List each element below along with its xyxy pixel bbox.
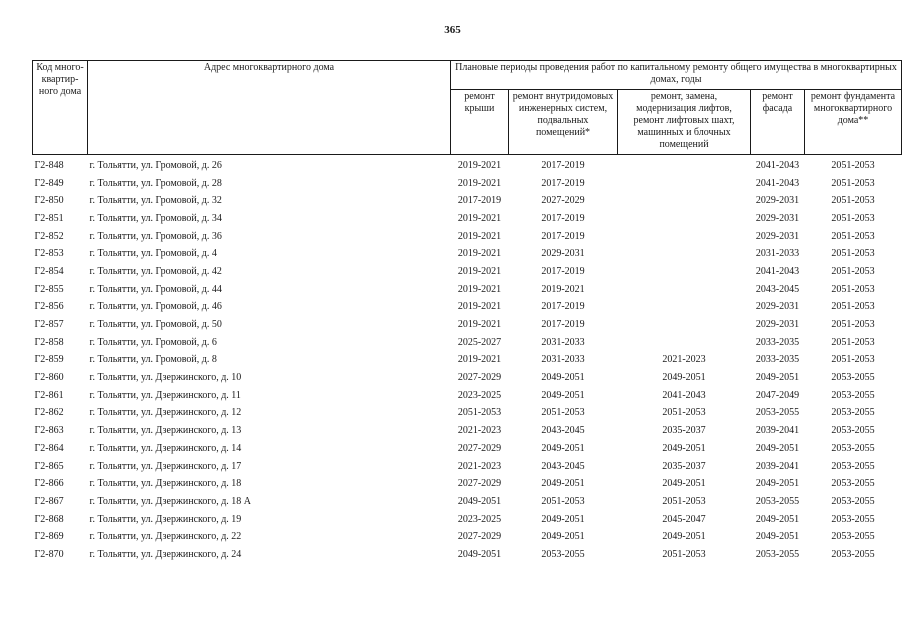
row-engineering: 2017-2019 xyxy=(541,301,585,313)
row-elevators xyxy=(618,263,751,281)
row-code: Г2-863 xyxy=(34,425,64,437)
row-facade: 2053-2055 xyxy=(755,495,800,507)
row-code: Г2-862 xyxy=(34,407,64,419)
row-code: Г2-861 xyxy=(34,389,64,401)
row-foundation: 2051-2053 xyxy=(831,248,875,260)
row-facade: 2033-2035 xyxy=(755,336,800,348)
row-foundation: 2053-2055 xyxy=(831,460,875,472)
row-code: Г2-851 xyxy=(34,212,64,224)
table-row xyxy=(33,228,902,246)
row-facade: 2049-2051 xyxy=(755,478,800,490)
table-row xyxy=(33,352,902,370)
row-engineering: 2017-2019 xyxy=(541,159,585,171)
row-address: г. Тольятти, ул. Дзержинского, д. 18 xyxy=(89,478,242,490)
row-foundation: 2053-2055 xyxy=(831,531,875,543)
row-address: г. Тольятти, ул. Громовой, д. 50 xyxy=(89,319,222,331)
table-row xyxy=(33,458,902,476)
row-roof: 2021-2023 xyxy=(457,425,502,437)
row-roof: 2019-2021 xyxy=(457,301,502,313)
row-engineering: 2049-2051 xyxy=(541,442,585,454)
row-engineering: 2049-2051 xyxy=(541,372,585,384)
row-facade: 2043-2045 xyxy=(755,283,800,295)
row-roof: 2027-2029 xyxy=(457,372,502,384)
table-body xyxy=(33,155,902,564)
row-code: Г2-865 xyxy=(34,460,64,472)
table-row xyxy=(33,422,902,440)
row-elevators: 2049-2051 xyxy=(662,372,706,384)
row-code: Г2-853 xyxy=(34,248,64,260)
row-foundation: 2051-2053 xyxy=(831,265,875,277)
table-row xyxy=(33,245,902,263)
header-periods: Плановые периоды проведения работ по капитальному ремонту общего имущества в многоквартирных домах, годы xyxy=(451,61,902,90)
row-roof: 2027-2029 xyxy=(457,478,502,490)
row-foundation: 2053-2055 xyxy=(831,442,875,454)
row-address: г. Тольятти, ул. Дзержинского, д. 17 xyxy=(89,460,242,472)
row-foundation: 2053-2055 xyxy=(831,372,875,384)
row-elevators xyxy=(618,175,751,193)
row-foundation: 2051-2053 xyxy=(831,177,875,189)
table-row xyxy=(33,369,902,387)
row-elevators xyxy=(618,192,751,210)
row-address: г. Тольятти, ул. Дзержинского, д. 24 xyxy=(89,548,242,560)
page-number: 365 xyxy=(444,24,461,36)
row-engineering: 2031-2033 xyxy=(541,336,585,348)
row-address: г. Тольятти, ул. Дзержинского, д. 19 xyxy=(89,513,242,525)
row-code: Г2-860 xyxy=(34,372,64,384)
row-foundation: 2053-2055 xyxy=(831,425,875,437)
row-elevators xyxy=(618,228,751,246)
row-elevators xyxy=(618,245,751,263)
table-row xyxy=(33,387,902,405)
row-elevators: 2035-2037 xyxy=(662,425,706,437)
row-roof: 2049-2051 xyxy=(457,495,502,507)
row-foundation: 2051-2053 xyxy=(831,195,875,207)
table-row xyxy=(33,493,902,511)
row-elevators xyxy=(618,210,751,228)
row-roof: 2023-2025 xyxy=(457,513,502,525)
row-engineering: 2017-2019 xyxy=(541,230,585,242)
row-facade: 2049-2051 xyxy=(755,513,800,525)
table-row xyxy=(33,263,902,281)
row-engineering: 2049-2051 xyxy=(541,513,585,525)
row-code: Г2-855 xyxy=(34,283,64,295)
row-address: г. Тольятти, ул. Громовой, д. 46 xyxy=(89,301,222,313)
row-code: Г2-856 xyxy=(34,301,64,313)
row-engineering: 2053-2055 xyxy=(541,548,585,560)
row-facade: 2053-2055 xyxy=(755,548,800,560)
row-address: г. Тольятти, ул. Громовой, д. 28 xyxy=(89,177,222,189)
row-engineering: 2051-2053 xyxy=(541,495,585,507)
row-roof: 2019-2021 xyxy=(457,212,502,224)
row-facade: 2049-2051 xyxy=(755,372,800,384)
row-roof: 2017-2019 xyxy=(457,195,502,207)
row-code: Г2-852 xyxy=(34,230,64,242)
row-engineering: 2031-2033 xyxy=(541,354,585,366)
row-address: г. Тольятти, ул. Дзержинского, д. 14 xyxy=(89,442,242,454)
table-row xyxy=(33,316,902,334)
row-roof: 2019-2021 xyxy=(457,354,502,366)
row-address: г. Тольятти, ул. Громовой, д. 34 xyxy=(89,212,222,224)
row-address: г. Тольятти, ул. Громовой, д. 32 xyxy=(89,195,222,207)
row-roof: 2019-2021 xyxy=(457,230,502,242)
row-code: Г2-864 xyxy=(34,442,64,454)
table-row xyxy=(33,511,902,529)
capital-repair-table xyxy=(32,60,902,564)
row-roof: 2019-2021 xyxy=(457,319,502,331)
row-address: г. Тольятти, ул. Громовой, д. 8 xyxy=(89,354,217,366)
row-engineering: 2049-2051 xyxy=(541,531,585,543)
row-roof: 2019-2021 xyxy=(457,248,502,260)
row-elevators: 2045-2047 xyxy=(662,513,706,525)
row-elevators: 2049-2051 xyxy=(662,531,706,543)
row-facade: 2033-2035 xyxy=(755,354,800,366)
row-engineering: 2017-2019 xyxy=(541,177,585,189)
row-address: г. Тольятти, ул. Дзержинского, д. 10 xyxy=(89,372,242,384)
row-code: Г2-850 xyxy=(34,195,64,207)
row-foundation: 2051-2053 xyxy=(831,301,875,313)
header-elevators: ремонт, замена, модернизация лифтов, ремонт лифтовых шахт, машинных и блочных помещений xyxy=(618,90,751,155)
row-elevators: 2051-2053 xyxy=(662,548,706,560)
row-foundation: 2051-2053 xyxy=(831,212,875,224)
row-address: г. Тольятти, ул. Громовой, д. 44 xyxy=(89,283,222,295)
row-elevators xyxy=(618,155,751,175)
row-elevators: 2049-2051 xyxy=(662,478,706,490)
row-facade: 2031-2033 xyxy=(755,248,800,260)
table-row xyxy=(33,440,902,458)
header-engineering: ремонт внутридомовых инженерных систем, подвальных помещений* xyxy=(509,90,618,155)
row-roof: 2027-2029 xyxy=(457,531,502,543)
row-facade: 2041-2043 xyxy=(755,159,800,171)
row-elevators: 2049-2051 xyxy=(662,442,706,454)
row-facade: 2029-2031 xyxy=(755,319,800,331)
row-facade: 2047-2049 xyxy=(755,389,800,401)
row-foundation: 2051-2053 xyxy=(831,230,875,242)
row-code: Г2-857 xyxy=(34,319,64,331)
row-foundation: 2053-2055 xyxy=(831,513,875,525)
row-roof: 2019-2021 xyxy=(457,159,502,171)
table-row xyxy=(33,475,902,493)
row-facade: 2049-2051 xyxy=(755,531,800,543)
row-address: г. Тольятти, ул. Громовой, д. 4 xyxy=(89,248,217,260)
row-engineering: 2017-2019 xyxy=(541,212,585,224)
row-engineering: 2027-2029 xyxy=(541,195,585,207)
row-engineering: 2029-2031 xyxy=(541,248,585,260)
row-foundation: 2053-2055 xyxy=(831,478,875,490)
row-engineering: 2049-2051 xyxy=(541,478,585,490)
row-roof: 2025-2027 xyxy=(457,336,502,348)
table-row xyxy=(33,528,902,546)
header-facade: ремонт фасада xyxy=(751,90,805,155)
row-elevators xyxy=(618,299,751,317)
row-engineering: 2051-2053 xyxy=(541,407,585,419)
row-code: Г2-849 xyxy=(34,177,64,189)
row-engineering: 2017-2019 xyxy=(541,319,585,331)
table-row xyxy=(33,546,902,564)
row-roof: 2021-2023 xyxy=(457,460,502,472)
row-engineering: 2043-2045 xyxy=(541,460,585,472)
table-row xyxy=(33,299,902,317)
row-address: г. Тольятти, ул. Дзержинского, д. 22 xyxy=(89,531,242,543)
row-elevators: 2021-2023 xyxy=(662,354,706,366)
row-elevators: 2051-2053 xyxy=(662,495,706,507)
row-roof: 2019-2021 xyxy=(457,177,502,189)
row-facade: 2029-2031 xyxy=(755,195,800,207)
row-address: г. Тольятти, ул. Дзержинского, д. 11 xyxy=(89,389,241,401)
row-code: Г2-870 xyxy=(34,548,64,560)
row-code: Г2-866 xyxy=(34,478,64,490)
table-row xyxy=(33,192,902,210)
row-engineering: 2049-2051 xyxy=(541,389,585,401)
row-code: Г2-848 xyxy=(34,159,64,171)
row-foundation: 2051-2053 xyxy=(831,283,875,295)
row-elevators: 2051-2053 xyxy=(662,407,706,419)
row-code: Г2-867 xyxy=(34,495,64,507)
row-engineering: 2019-2021 xyxy=(541,283,585,295)
row-elevators: 2035-2037 xyxy=(662,460,706,472)
row-facade: 2029-2031 xyxy=(755,212,800,224)
row-facade: 2041-2043 xyxy=(755,265,800,277)
row-address: г. Тольятти, ул. Громовой, д. 26 xyxy=(89,159,222,171)
row-roof: 2019-2021 xyxy=(457,265,502,277)
table-row xyxy=(33,334,902,352)
row-code: Г2-854 xyxy=(34,265,64,277)
header-foundation: ремонт фундамента многоквартирного дома** xyxy=(805,90,902,155)
row-address: г. Тольятти, ул. Дзержинского, д. 13 xyxy=(89,425,242,437)
row-facade: 2039-2041 xyxy=(755,460,800,472)
row-engineering: 2017-2019 xyxy=(541,265,585,277)
row-code: Г2-859 xyxy=(34,354,64,366)
table-row xyxy=(33,175,902,193)
row-foundation: 2053-2055 xyxy=(831,389,875,401)
table-header xyxy=(33,61,902,155)
row-roof: 2051-2053 xyxy=(457,407,502,419)
row-foundation: 2051-2053 xyxy=(831,159,875,171)
header-address: Адрес многоквартирного дома xyxy=(88,61,451,155)
header-roof: ремонт крыши xyxy=(451,90,509,155)
row-elevators xyxy=(618,281,751,299)
row-foundation: 2053-2055 xyxy=(831,495,875,507)
row-facade: 2049-2051 xyxy=(755,442,800,454)
table-row xyxy=(33,405,902,423)
table-row xyxy=(33,155,902,175)
row-elevators xyxy=(618,334,751,352)
row-roof: 2049-2051 xyxy=(457,548,502,560)
row-code: Г2-858 xyxy=(34,336,64,348)
table-row xyxy=(33,281,902,299)
row-elevators xyxy=(618,316,751,334)
row-facade: 2041-2043 xyxy=(755,177,800,189)
row-roof: 2023-2025 xyxy=(457,389,502,401)
table-row xyxy=(33,210,902,228)
row-foundation: 2053-2055 xyxy=(831,407,875,419)
row-elevators: 2041-2043 xyxy=(662,389,706,401)
row-facade: 2053-2055 xyxy=(755,407,800,419)
row-roof: 2027-2029 xyxy=(457,442,502,454)
row-engineering: 2043-2045 xyxy=(541,425,585,437)
row-code: Г2-869 xyxy=(34,531,64,543)
row-code: Г2-868 xyxy=(34,513,64,525)
row-foundation: 2051-2053 xyxy=(831,354,875,366)
row-address: г. Тольятти, ул. Дзержинского, д. 18 А xyxy=(89,495,252,507)
row-address: г. Тольятти, ул. Громовой, д. 36 xyxy=(89,230,222,242)
row-address: г. Тольятти, ул. Громовой, д. 42 xyxy=(89,265,222,277)
row-facade: 2029-2031 xyxy=(755,301,800,313)
row-address: г. Тольятти, ул. Громовой, д. 6 xyxy=(89,336,217,348)
row-foundation: 2051-2053 xyxy=(831,319,875,331)
header-code: Код много-квартир-ного дома xyxy=(33,61,88,155)
row-foundation: 2053-2055 xyxy=(831,548,875,560)
row-foundation: 2051-2053 xyxy=(831,336,875,348)
row-facade: 2039-2041 xyxy=(755,425,800,437)
row-facade: 2029-2031 xyxy=(755,230,800,242)
row-address: г. Тольятти, ул. Дзержинского, д. 12 xyxy=(89,407,242,419)
row-roof: 2019-2021 xyxy=(457,283,502,295)
